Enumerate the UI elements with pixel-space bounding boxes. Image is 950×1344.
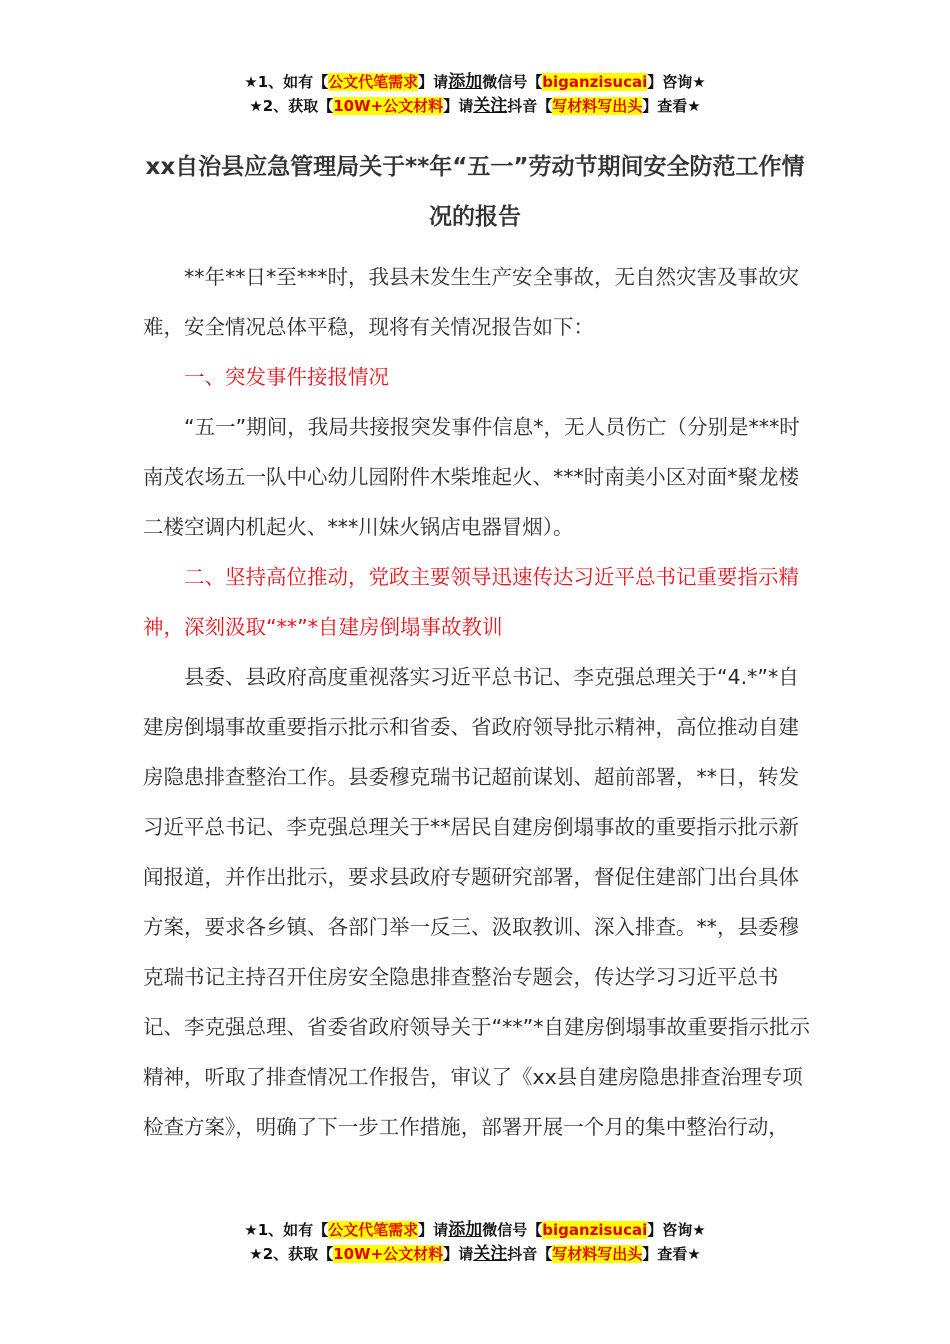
banner-text: 】请 [418,73,449,91]
banner-emphasis: 添加 [448,72,483,92]
banner-emphasis: 添加 [448,1220,483,1240]
highlight-douyin: 写材料写出头 [552,97,643,115]
banner-text: ★2、获取【 [249,97,334,115]
banner-text: ★1、如有【 [244,1221,329,1239]
banner-text: 】请 [443,1245,474,1263]
highlight-wechat-id: biganzisucai [542,1221,648,1239]
banner-emphasis: 关注 [473,96,508,116]
banner-line-1 [0,1218,950,1242]
footer-banner [0,1218,950,1266]
banner-text: 抖音【 [507,97,553,115]
highlight-service: 公文代笔需求 [328,1221,419,1239]
banner-line-2 [0,1242,950,1266]
document-body [143,252,813,1152]
banner-text: 】查看★ [642,97,701,115]
header-banner [0,70,950,118]
paragraph: 县委、县政府高度重视落实习近平总书记、李克强总理关于“4.*”*自建房倒塌事故重要指示批示和省委、省政府领导批示精神，高位推动自建房隐患排查整治工作。县委穆克瑞书记超前谋划、超前部署，**日，转发习近平总书记、李克强总理关于**居民自建房倒塌事故的重要指示批示新闻报道，并作出批示，要求县政府专题研究部署，督促住建部门出台具体方案，要求各乡镇、各部门举一反三、汲取教训、深入排查。**，县委穆克瑞书记主持召开住房安全隐患排查整治专题会，传达学习习近平总书记、李克强总理、省委省政府领导关于“**”*自建房倒塌事故重要指示批示精神，听取了排查情况工作报告，审议了《xx县自建房隐患排查治理专项检查方案》，明确了下一步工作措施，部署开展一个月的集中整治行动， [143,665,810,1139]
banner-text: 】请 [418,1221,449,1239]
highlight-douyin: 写材料写出头 [552,1245,643,1263]
document-title: xx自治县应急管理局关于**年“五一”劳动节期间安全防范工作情况的报告 [145,154,805,230]
paragraph: “五一”期间，我局共接报突发事件信息*，无人员伤亡（分别是***时南茂农场五一队中心幼儿园附件木柴堆起火、***时南美小区对面*聚龙楼二楼空调内机起火、***川妹火锅店电器冒烟）。 [143,415,800,539]
highlight-materials: 10W+公文材料 [333,97,444,115]
highlight-service: 公文代笔需求 [328,73,419,91]
banner-line-2 [0,94,950,118]
banner-emphasis: 关注 [473,1244,508,1264]
banner-text: ★2、获取【 [249,1245,334,1263]
paragraph: **年**日*至***时，我县未发生生产安全事故，无自然灾害及事故灾难，安全情况总体平稳，现将有关情况报告如下： [143,265,799,339]
banner-text: 抖音【 [507,1245,553,1263]
banner-text: ★1、如有【 [244,73,329,91]
banner-line-1 [0,70,950,94]
section-heading: 一、突发事件接报情况 [184,365,389,389]
highlight-materials: 10W+公文材料 [333,1245,444,1263]
section-heading: 二、坚持高位推动，党政主要领导迅速传达习近平总书记重要指示精神，深刻汲取“**”*自建房倒塌事故教训 [143,565,799,639]
banner-text: 】咨询★ [647,1221,706,1239]
banner-text: 微信号【 [482,1221,543,1239]
banner-text: 微信号【 [482,73,543,91]
highlight-wechat-id: biganzisucai [542,73,648,91]
banner-text: 】查看★ [642,1245,701,1263]
banner-text: 】请 [443,97,474,115]
banner-text: 】咨询★ [647,73,706,91]
